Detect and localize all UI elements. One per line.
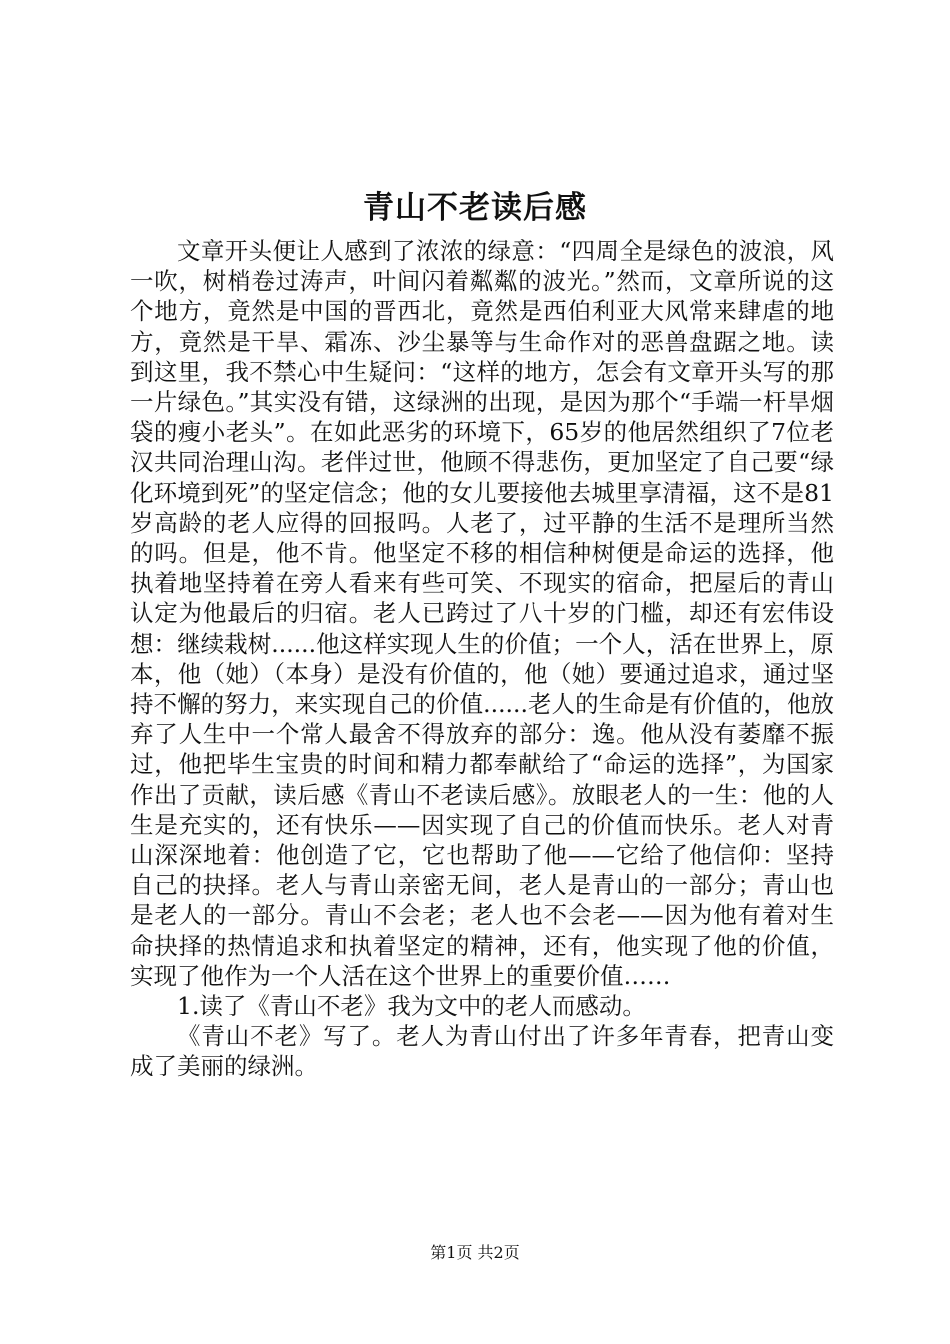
document-title: 青山不老读后感: [363, 190, 587, 226]
page-number-footer: 第1页 共2页: [430, 1243, 520, 1262]
body-paragraph: 《青山不老》写了。老人为青山付出了许多年青春，把青山变成了美丽的绿洲。: [130, 1022, 834, 1081]
body-paragraph: 文章开头便让人感到了浓浓的绿意：“四周全是绿色的波浪，风一吹，树梢卷过涛声，叶间闪着粼粼的波光。”然而，文章所说的这个地方，竟然是中国的晋西北，竟然是西伯利亚大风常来肆虐的地方，竟然是干旱、霜冻、沙尘暴等与生命作对的恶兽盘踞之地。读到这里，我不禁心中生疑问：“这样的地方，怎会有文章开头写的那一片绿色。”其实没有错，这绿洲的出现，是因为那个“手端一杆旱烟袋的瘦小老头”。在如此恶劣的环境下，65岁的他居然组织了7位老汉共同治理山沟。老伴过世，他顾不得悲伤，更加坚定了自己要“绿化环境到死”的坚定信念；他的女儿要接他去城里享清福，这不是81岁高龄的老人应得的回报吗。人老了，过平静的生活不是理所当然的吗。但是，他不肯。他坚定不移的相信种树便是命运的选择，他执着地坚持着在旁人看来有些可笑、不现实的宿命，把屋后的青山认定为他最后的归宿。老人已跨过了八十岁的门槛，却还有宏伟设想：继续栽树......他这样实现人生的价值；一个人，活在世界上，原本，他（她）（本身）是没有价值的，他（她）要通过追求，通过坚持不懈的努力，来实现自己的价值......老人的生命是有价值的，他放弃了人生中一个常人最舍不得放弃的部分：逸。他从没有萎靡不振过，他把毕生宝贵的时间和精力都奉献给了“命运的选择”，为国家作出了贡献，读后感《青山不老读后感》。放眼老人的一生：他的人生是充实的，还有快乐——因实现了自己的价值而快乐。老人对青山深深地着：他创造了它，它也帮助了他——它给了他信仰：坚持自己的抉择。老人与青山亲密无间，老人是青山的一部分；青山也是老人的一部分。青山不会老；老人也不会老——因为他有着对生命抉择的热情追求和执着坚定的精神，还有，他实现了他的价值，实现了他作为一个人活在这个世界上的重要价值……: [130, 237, 834, 990]
body-paragraph: 1.读了《青山不老》我为文中的老人而感动。: [177, 992, 646, 1021]
document-body: [130, 236, 834, 1082]
